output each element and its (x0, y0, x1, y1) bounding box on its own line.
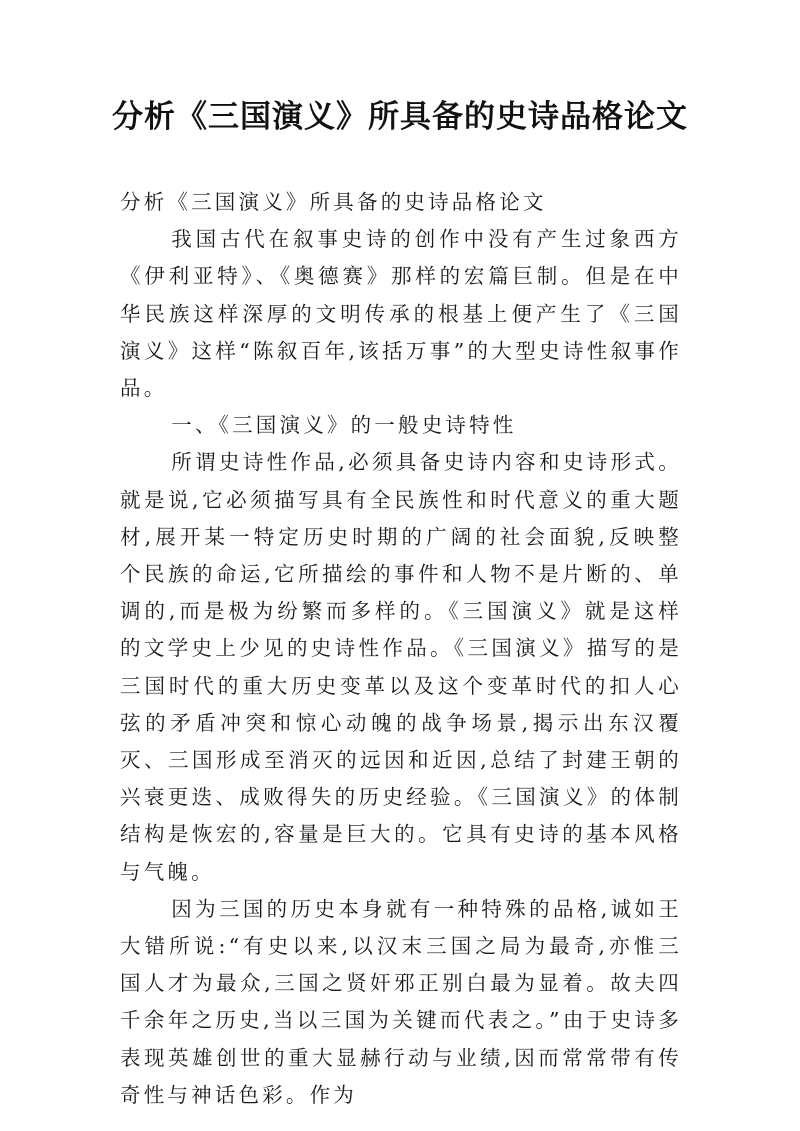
paragraph-intro: 我国古代在叙事史诗的创作中没有产生过象西方《伊利亚特》、《奥德赛》那样的宏篇巨制。但是在中华民族这样深厚的文明传承的根基上便产生了《三国演义》这样“陈叙百年,该括万事”的大型史诗性叙事作品。 (120, 227, 682, 401)
document-title: 分析《三国演义》所具备的史诗品格论文 (112, 99, 688, 135)
document-body (120, 184, 682, 1114)
paragraph-three-kingdoms-history: 因为三国的历史本身就有一种特殊的品格,诚如王大错所说:“有史以来,以汉末三国之局为最奇,亦惟三国人才为最众,三国之贤奸邪正别白最为显着。故夫四千余年之历史,当以三国为关键而代表之。”由于史诗多表现英雄创世的重大显赫行动与业绩,因而常常带有传奇性与神话色彩。作为 (120, 896, 682, 1107)
paragraph-subtitle: 分析《三国演义》所具备的史诗品格论文 (120, 190, 547, 214)
paragraph-epic-definition: 所谓史诗性作品,必须具备史诗内容和史诗形式。就是说,它必须描写具有全民族性和时代意义的重大题材,展开某一特定历史时期的广阔的社会面貌,反映整个民族的命运,它所描绘的事件和人物不是片断的、单调的,而是极为纷繁而多样的。《三国演义》就是这样的文学史上少见的史诗性作品。《三国演义》描写的是三国时代的重大历史变革以及这个变革时代的扣人心弦的矛盾冲突和惊心动魄的战争场景,揭示出东汉覆灭、三国形成至消灭的远因和近因,总结了封建王朝的兴衰更迭、成败得失的历史经验。《三国演义》的体制结构是恢宏的,容量是巨大的。它具有史诗的基本风格与气魄。 (120, 450, 682, 884)
section-heading: 一、《三国演义》的一般史诗特性 (171, 413, 517, 438)
